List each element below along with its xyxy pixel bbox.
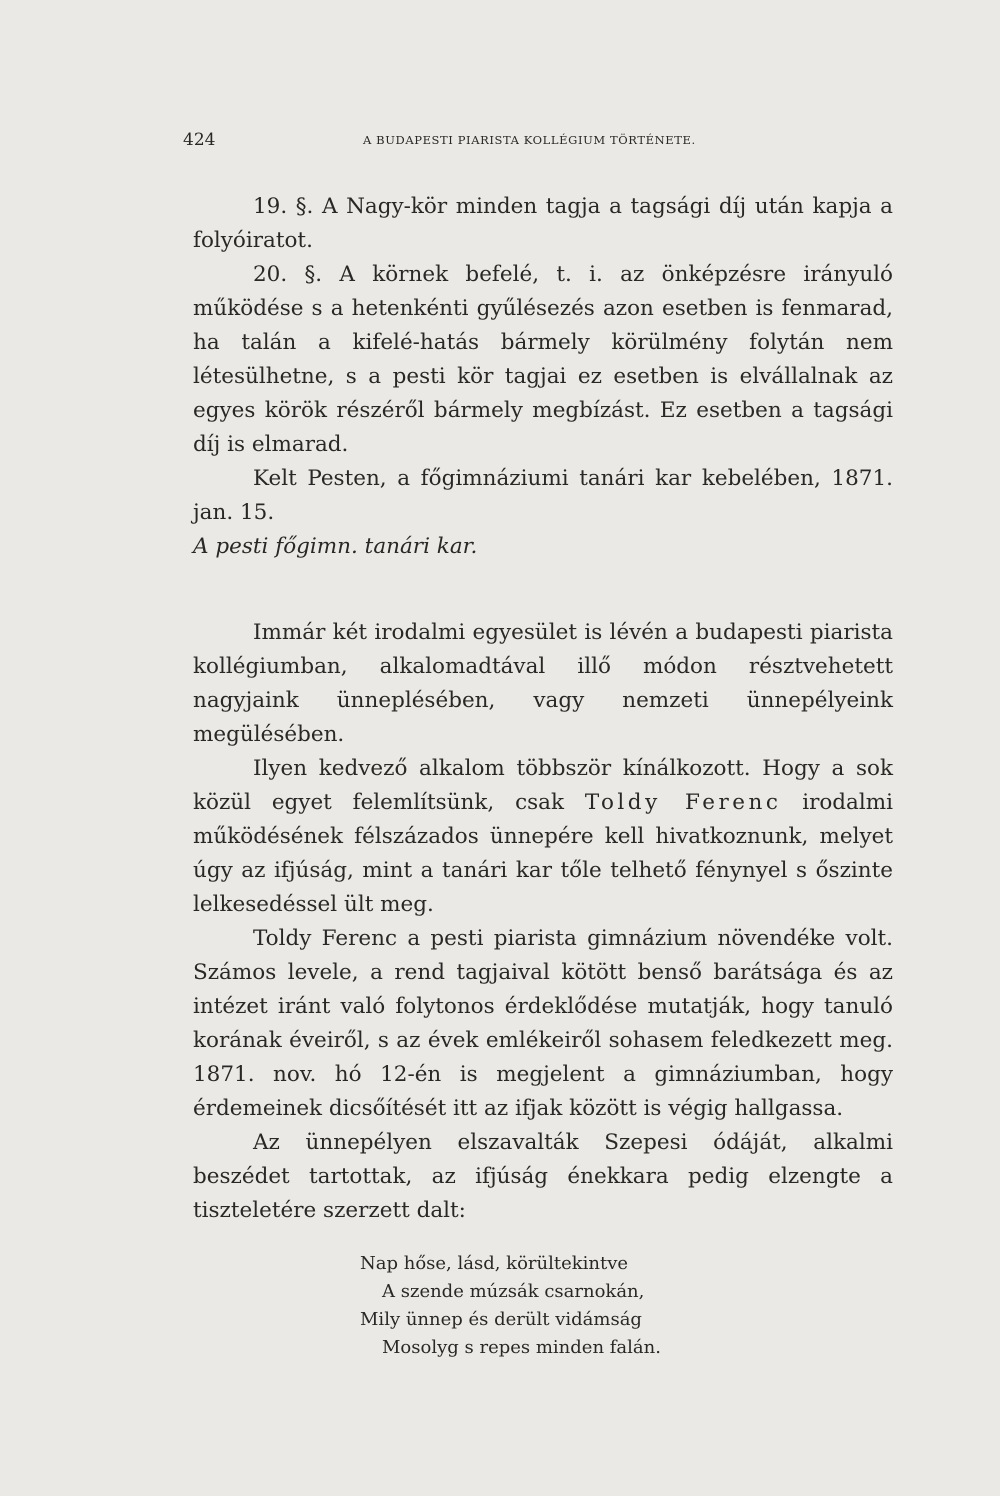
- section-gap: [193, 564, 893, 616]
- poem-line: Mily ünnep és derült vidámság: [360, 1309, 642, 1330]
- statute-paragraph-19: 19. §. A Nagy-kör minden tagja a tagsági díj után kapja a folyóiratot.: [193, 194, 893, 253]
- spaced-name: Toldy Ferenc: [584, 790, 782, 815]
- narrative-text: irodalmi működésének félszázados ünnepére kell hivatkoznunk, melyet úgy az ifjúság, mint a tanári kar tőle telhető fénynyel s őszinte lelkesedéssel ült meg.: [193, 790, 894, 917]
- poem-line: A szende múzsák csarnokán,: [382, 1281, 645, 1302]
- page-header: [183, 130, 895, 154]
- statute-paragraph-20: 20. §. A körnek befelé, t. i. az önképzésre irányuló működése s a hetenkénti gyűlésezés azon esetben is fenmarad, ha talán a kifelé-hatás bármely körülmény folytán nem létesülhetne, s a pesti kör tagjai ez esetben is elvállalnak az egyes körök részéről bármely megbízást. Ez esetben a tagsági díj is elmarad.: [193, 262, 893, 457]
- page-body: [193, 190, 893, 1362]
- page-number: 424: [183, 130, 216, 150]
- narrative-text: Ilyen kedvező alkalom többször kínálkozott. Hogy a sok közül egyet felemlítsünk, csak: [193, 756, 893, 815]
- statute-date-line: Kelt Pesten, a főgimnáziumi tanári kar kebelében, 1871. jan. 15.: [193, 466, 893, 525]
- poem-line: Nap hőse, lásd, körültekintve: [360, 1253, 629, 1274]
- narrative-paragraph-1: Immár két irodalmi egyesület is lévén a budapesti piarista kollégiumban, alkalomadtával illő módon résztvehetett nagyjaink ünneplésében, vagy nemzeti ünnepélyeink megülésében.: [193, 620, 893, 747]
- statute-signature: A pesti főgimn. tanári kar.: [193, 534, 478, 559]
- poem-stanza: [360, 1250, 893, 1362]
- poem-line: Mosolyg s repes minden falán.: [382, 1337, 661, 1358]
- narrative-paragraph-3: Toldy Ferenc a pesti piarista gimnázium növendéke volt. Számos levele, a rend tagjaival kötött benső barátsága és az intézet iránt való folytonos érdeklődése mutatják, hogy tanuló korának éveiről, s az évek emlékeiről sohasem feledkezett meg. 1871. nov. hó 12-én is megjelent a gimnáziumban, hogy érdemeinek dicsőítését itt az ifjak között is végig hallgassa.: [193, 926, 893, 1121]
- running-title: A BUDAPESTI PIARISTA KOLLÉGIUM TÖRTÉNETE.: [363, 133, 696, 147]
- narrative-paragraph-4: Az ünnepélyen elszavalták Szepesi ódáját, alkalmi beszédet tartottak, az ifjúság énekkara pedig elzengte a tiszteletére szerzett dalt:: [193, 1130, 893, 1223]
- narrative-paragraph-2: [193, 752, 893, 922]
